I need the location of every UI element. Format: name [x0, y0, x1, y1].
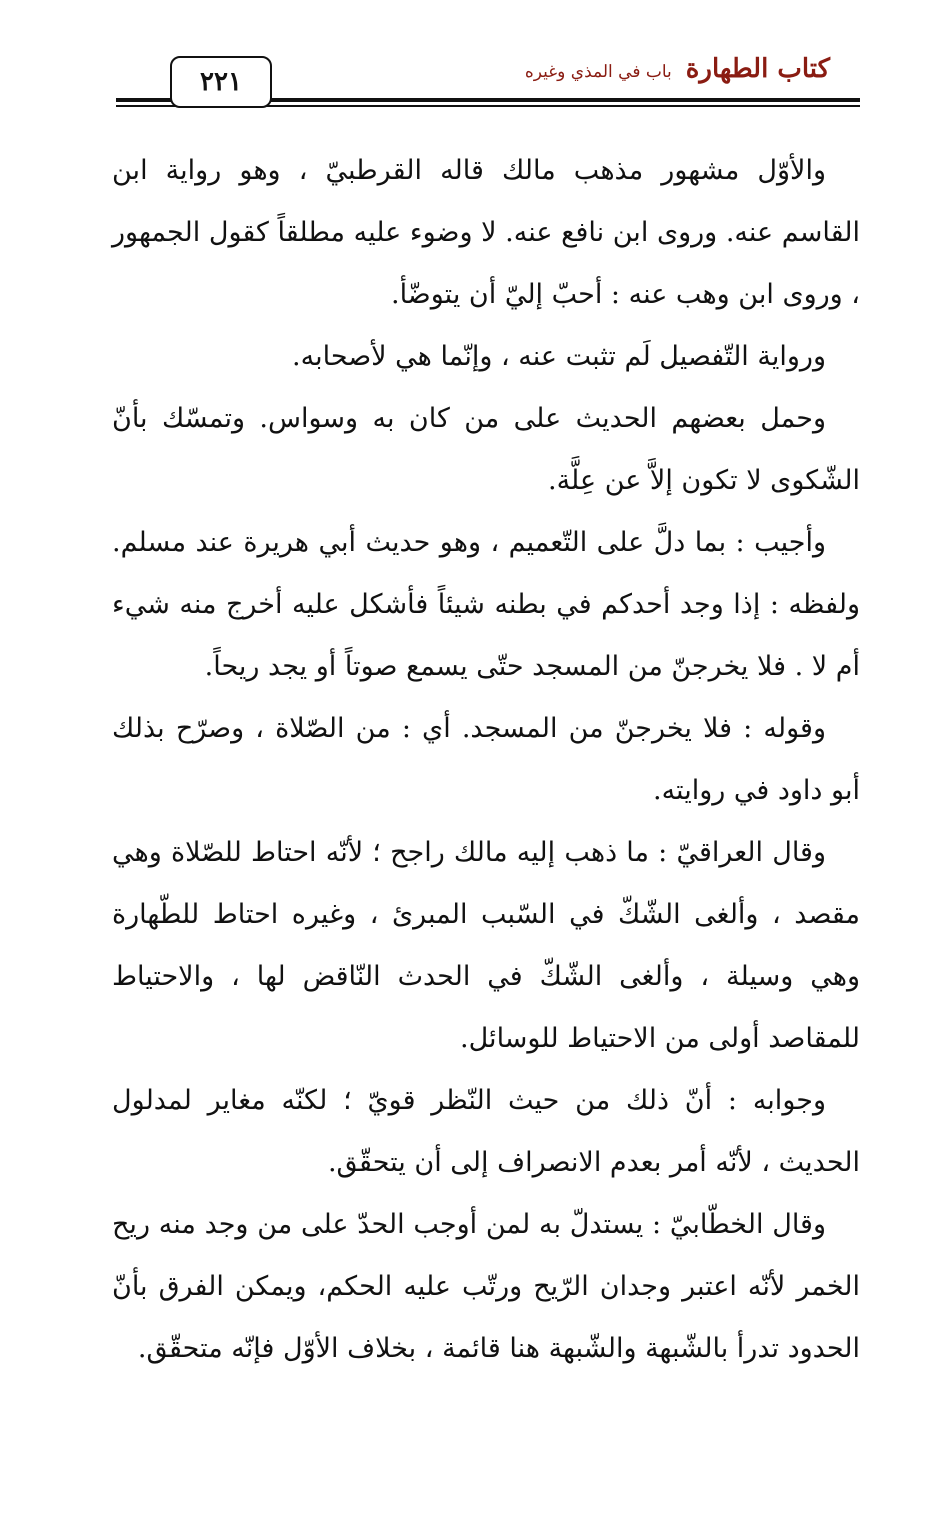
chapter-title: باب في المذي وغيره: [524, 62, 672, 82]
book-title: كتاب الطهارة: [685, 54, 830, 84]
paragraph: وقال العراقيّ : ما ذهب إليه مالك راجح ؛ لأنّه احتاط للصّلاة وهي مقصد ، وألغى الشّكّ في السّبب المبرئ ، وغيره احتاط للطّهارة وهي وسيلة ، وألغى الشّكّ في الحدث النّاقض لها ، والاحتياط للمقاصد أولى من الاحتياط للوسائل.: [112, 837, 860, 1054]
paragraph: وقوله : فلا يخرجنّ من المسجد. أي : من الصّلاة ، وصرّح بذلك أبو داود في روايته.: [112, 713, 860, 806]
paragraph: والأوّل مشهور مذهب مالك قاله القرطبيّ ، وهو رواية ابن القاسم عنه. وروى ابن نافع عنه. لا وضوء عليه مطلقاً كقول الجمهور ، وروى ابن وهب عنه : أحبّ إليّ أن يتوضّأ.: [112, 155, 860, 310]
running-title: [525, 54, 830, 84]
page-number-box: [170, 56, 272, 108]
body-text: [112, 140, 860, 1380]
paragraph: وجوابه : أنّ ذلك من حيث النّظر قويّ ؛ لكنّه مغاير لمدلول الحديث ، لأنّه أمر بعدم الانصراف إلى أن يتحقّق.: [112, 1085, 860, 1178]
paragraph: وحمل بعضهم الحديث على من كان به وسواس. وتمسّك بأنّ الشّكوى لا تكون إلاَّ عن عِلَّة.: [112, 403, 860, 496]
page-number: ٢٢١: [200, 67, 242, 97]
page-header: [116, 52, 860, 110]
paragraph: وأجيب : بما دلَّ على التّعميم ، وهو حديث أبي هريرة عند مسلم. ولفظه : إذا وجد أحدكم في بطنه شيئاً فأشكل عليه أخرج منه شيء أم لا . فلا يخرجنّ من المسجد حتّى يسمع صوتاً أو يجد ريحاً.: [112, 527, 860, 682]
paragraph: وقال الخطّابيّ : يستدلّ به لمن أوجب الحدّ على من وجد منه ريح الخمر لأنّه اعتبر وجدان الرّيح ورتّب عليه الحكم، ويمكن الفرق بأنّ الحدود تدرأ بالشّبهة والشّبهة هنا قائمة ، بخلاف الأوّل فإنّه متحقّق.: [112, 1209, 860, 1364]
paragraph: ورواية التّفصيل لَم تثبت عنه ، وإنّما هي لأصحابه.: [292, 341, 826, 372]
